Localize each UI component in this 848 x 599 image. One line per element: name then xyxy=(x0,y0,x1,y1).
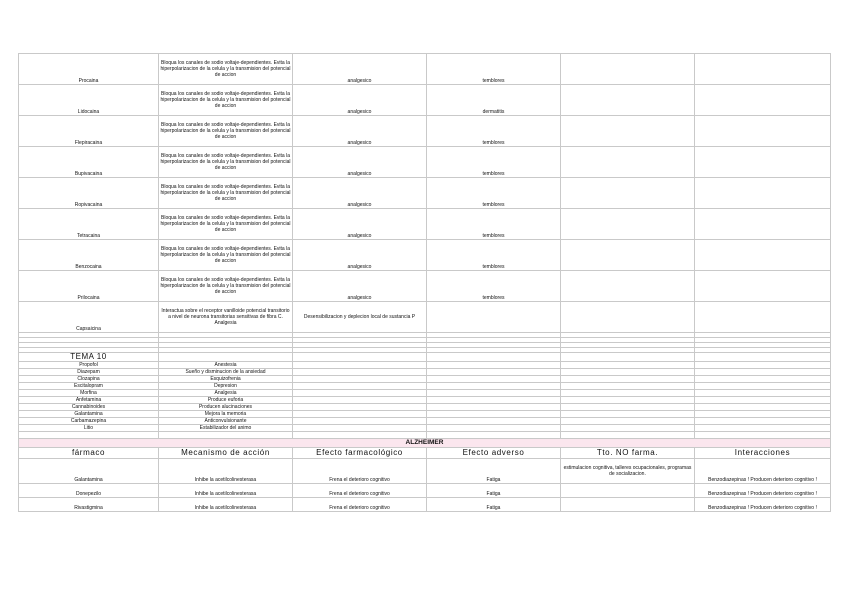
drug-cell[interactable]: Escitalopram xyxy=(19,383,159,390)
drug-cell[interactable]: Propofol xyxy=(19,362,159,369)
column-header[interactable]: Tto. NO farma. xyxy=(561,448,695,459)
empty-cell[interactable] xyxy=(695,362,831,369)
interactions-cell[interactable]: Benzodiazepinas ! Producen deterioro cognitivo ! xyxy=(695,498,831,512)
nonpharm-cell[interactable] xyxy=(561,498,695,512)
table-row xyxy=(19,302,831,333)
effect-cell[interactable]: analgesico xyxy=(293,209,427,240)
drug-cell[interactable]: Carbamazepina xyxy=(19,418,159,425)
drug-cell[interactable]: Litio xyxy=(19,425,159,432)
column-header[interactable]: Interacciones xyxy=(695,448,831,459)
drug-cell[interactable]: Galantamina xyxy=(19,411,159,418)
column-header-row xyxy=(19,448,831,459)
table-row xyxy=(19,271,831,302)
empty-cell[interactable] xyxy=(561,147,695,178)
drug-cell[interactable]: Diazepam xyxy=(19,369,159,376)
drug-table xyxy=(18,53,831,512)
use-cell[interactable]: Anestesia xyxy=(159,362,293,369)
empty-cell[interactable] xyxy=(561,54,695,85)
empty-cell[interactable] xyxy=(561,240,695,271)
empty-cell[interactable] xyxy=(561,362,695,369)
table-row xyxy=(19,376,831,383)
empty-cell[interactable] xyxy=(695,390,831,397)
table-row xyxy=(19,178,831,209)
adverse-cell[interactable]: temblores xyxy=(427,271,561,302)
empty-cell[interactable] xyxy=(695,397,831,404)
drug-cell[interactable]: Anfetamina xyxy=(19,397,159,404)
empty-cell[interactable] xyxy=(561,411,695,418)
use-cell[interactable]: Anticonvulsionante xyxy=(159,418,293,425)
column-header[interactable]: fármaco xyxy=(19,448,159,459)
table-row xyxy=(19,425,831,432)
drug-cell[interactable]: Galantamina xyxy=(19,459,159,484)
empty-cell[interactable] xyxy=(695,147,831,178)
adverse-cell[interactable]: Fatiga xyxy=(427,484,561,498)
effect-cell[interactable]: Desensibilizacion y deplecion local de sustancia P xyxy=(293,302,427,333)
empty-cell[interactable] xyxy=(561,116,695,147)
empty-cell[interactable] xyxy=(695,383,831,390)
empty-cell[interactable] xyxy=(695,85,831,116)
empty-cell[interactable] xyxy=(427,404,561,411)
empty-cell[interactable] xyxy=(695,353,831,362)
empty-cell[interactable] xyxy=(19,432,159,439)
empty-cell[interactable] xyxy=(561,397,695,404)
empty-cell[interactable] xyxy=(293,362,427,369)
mechanism-cell[interactable]: Inhibe la acetilcolinesterasa xyxy=(159,498,293,512)
drug-cell[interactable]: Clozapina xyxy=(19,376,159,383)
table-row xyxy=(19,54,831,85)
effect-cell[interactable]: analgesico xyxy=(293,178,427,209)
empty-cell[interactable] xyxy=(695,116,831,147)
nonpharm-cell[interactable] xyxy=(561,484,695,498)
use-cell[interactable]: Sueño y disminucion de la ansiedad xyxy=(159,369,293,376)
empty-cell[interactable] xyxy=(695,404,831,411)
empty-cell[interactable] xyxy=(427,369,561,376)
alzheimer-title[interactable]: ALZHEIMER xyxy=(19,439,831,448)
table-row xyxy=(19,459,831,484)
table-row xyxy=(19,432,831,439)
empty-cell[interactable] xyxy=(293,411,427,418)
effect-cell[interactable]: analgesico xyxy=(293,271,427,302)
adverse-cell[interactable]: Fatiga xyxy=(427,459,561,484)
empty-cell[interactable] xyxy=(427,411,561,418)
table-row xyxy=(19,240,831,271)
mechanism-cell[interactable]: Bloqua los canales de sodio voltaje-dependientes. Evita la hiperpolarizacion de la celula y la transmision del potencial de accion xyxy=(159,54,293,85)
drug-cell[interactable]: Ropivacaina xyxy=(19,178,159,209)
use-cell[interactable]: Esquizofrenia xyxy=(159,376,293,383)
empty-cell[interactable] xyxy=(561,302,695,333)
empty-cell[interactable] xyxy=(561,404,695,411)
table-row xyxy=(19,383,831,390)
drug-cell[interactable]: Procaina xyxy=(19,54,159,85)
empty-cell[interactable] xyxy=(561,425,695,432)
empty-cell[interactable] xyxy=(427,383,561,390)
drug-cell[interactable]: Capsaicina xyxy=(19,302,159,333)
interactions-cell[interactable]: Benzodiazepinas ! Producen deterioro cognitivo ! xyxy=(695,484,831,498)
table-row xyxy=(19,209,831,240)
empty-cell[interactable] xyxy=(293,353,427,362)
drug-cell[interactable]: Morfina xyxy=(19,390,159,397)
empty-cell[interactable] xyxy=(695,209,831,240)
adverse-cell[interactable]: temblores xyxy=(427,116,561,147)
empty-cell[interactable] xyxy=(293,369,427,376)
effect-cell[interactable]: analgesico xyxy=(293,54,427,85)
effect-cell[interactable]: analgesico xyxy=(293,147,427,178)
empty-cell[interactable] xyxy=(695,376,831,383)
use-cell[interactable]: Depresion xyxy=(159,383,293,390)
empty-cell[interactable] xyxy=(293,390,427,397)
empty-cell[interactable] xyxy=(561,209,695,240)
adverse-cell[interactable]: temblores xyxy=(427,178,561,209)
empty-cell[interactable] xyxy=(427,302,561,333)
column-header[interactable]: Efecto farmacológico xyxy=(293,448,427,459)
drug-cell[interactable]: Flepiracaina xyxy=(19,116,159,147)
spreadsheet xyxy=(18,53,830,512)
mechanism-cell[interactable]: Inhibe la acetilcolinesterasa xyxy=(159,484,293,498)
table-row xyxy=(19,498,831,512)
drug-cell[interactable]: Prilocaina xyxy=(19,271,159,302)
adverse-cell[interactable]: temblores xyxy=(427,240,561,271)
use-cell[interactable]: Producen alucinaciones xyxy=(159,404,293,411)
mechanism-cell[interactable]: Bloqua los canales de sodio voltaje-dependientes. Evita la hiperpolarizacion de la celula y la transmision del potencial de accion xyxy=(159,271,293,302)
use-cell[interactable]: Estabilizador del animo xyxy=(159,425,293,432)
table-row xyxy=(19,116,831,147)
use-cell[interactable]: Mejora la memoria xyxy=(159,411,293,418)
empty-cell[interactable] xyxy=(293,432,427,439)
drug-cell[interactable]: Donepezilo xyxy=(19,484,159,498)
empty-cell[interactable] xyxy=(695,178,831,209)
effect-cell[interactable]: Frena el deterioro cognitivo xyxy=(293,459,427,484)
adverse-cell[interactable]: dermatitis xyxy=(427,85,561,116)
empty-cell[interactable] xyxy=(293,404,427,411)
empty-cell[interactable] xyxy=(561,353,695,362)
column-header[interactable]: Efecto adverso xyxy=(427,448,561,459)
drug-cell[interactable]: Tetracaina xyxy=(19,209,159,240)
table-row xyxy=(19,484,831,498)
empty-cell[interactable] xyxy=(561,376,695,383)
section-header-row xyxy=(19,439,831,448)
empty-cell[interactable] xyxy=(561,271,695,302)
drug-cell[interactable]: Cannabinoides xyxy=(19,404,159,411)
effect-cell[interactable]: analgesico xyxy=(293,240,427,271)
mechanism-cell[interactable]: Bloqua los canales de sodio voltaje-dependientes. Evita la hiperpolarizacion de la celula y la transmision del potencial de accion xyxy=(159,147,293,178)
empty-cell[interactable] xyxy=(427,362,561,369)
adverse-cell[interactable]: temblores xyxy=(427,54,561,85)
adverse-cell[interactable]: Fatiga xyxy=(427,498,561,512)
adverse-cell[interactable]: temblores xyxy=(427,209,561,240)
table-row xyxy=(19,390,831,397)
empty-cell[interactable] xyxy=(293,376,427,383)
table-row xyxy=(19,147,831,178)
empty-cell[interactable] xyxy=(695,411,831,418)
mechanism-cell[interactable]: Bloqua los canales de sodio voltaje-dependientes. Evita la hiperpolarizacion de la celula y la transmision del potencial de accion xyxy=(159,85,293,116)
empty-cell[interactable] xyxy=(695,369,831,376)
table-row xyxy=(19,411,831,418)
empty-cell[interactable] xyxy=(427,418,561,425)
table-row xyxy=(19,362,831,369)
empty-cell[interactable] xyxy=(427,397,561,404)
empty-cell[interactable] xyxy=(427,353,561,362)
table-row xyxy=(19,369,831,376)
drug-cell[interactable]: Lidocaina xyxy=(19,85,159,116)
empty-cell[interactable] xyxy=(695,302,831,333)
table-row xyxy=(19,353,831,362)
empty-cell[interactable] xyxy=(561,369,695,376)
empty-cell[interactable] xyxy=(159,353,293,362)
empty-cell[interactable] xyxy=(695,271,831,302)
empty-cell[interactable] xyxy=(159,432,293,439)
empty-cell[interactable] xyxy=(561,432,695,439)
empty-cell[interactable] xyxy=(695,418,831,425)
effect-cell[interactable]: Frena el deterioro cognitivo xyxy=(293,498,427,512)
table-row xyxy=(19,85,831,116)
use-cell[interactable]: Analgesia xyxy=(159,390,293,397)
adverse-cell[interactable]: temblores xyxy=(427,147,561,178)
mechanism-cell[interactable]: Bloqua los canales de sodio voltaje-dependientes. Evita la hiperpolarizacion de la celula y la transmision del potencial de accion xyxy=(159,240,293,271)
empty-cell[interactable] xyxy=(427,425,561,432)
empty-cell[interactable] xyxy=(293,397,427,404)
empty-cell[interactable] xyxy=(561,383,695,390)
mechanism-cell[interactable]: Interactua sobre el receptor vanilloide potencial transitorio a nivel de neurona transitorias sensitivas de fibra C. Analgesia xyxy=(159,302,293,333)
mechanism-cell[interactable]: Bloqua los canales de sodio voltaje-dependientes. Evita la hiperpolarizacion de la celula y la transmision del potencial de accion xyxy=(159,178,293,209)
empty-cell[interactable] xyxy=(427,390,561,397)
drug-cell[interactable]: Rivastigmina xyxy=(19,498,159,512)
table-row xyxy=(19,404,831,411)
mechanism-cell[interactable]: Inhibe la acetilcolinesterasa xyxy=(159,459,293,484)
drug-cell[interactable]: Bupivacaina xyxy=(19,147,159,178)
empty-cell[interactable] xyxy=(695,432,831,439)
effect-cell[interactable]: Frena el deterioro cognitivo xyxy=(293,484,427,498)
empty-cell[interactable] xyxy=(427,376,561,383)
empty-cell[interactable] xyxy=(427,432,561,439)
column-header[interactable]: Mecanismo de acción xyxy=(159,448,293,459)
empty-cell[interactable] xyxy=(695,425,831,432)
table-row xyxy=(19,418,831,425)
section-title[interactable]: TEMA 10 xyxy=(19,353,159,362)
mechanism-cell[interactable]: Bloqua los canales de sodio voltaje-dependientes. Evita la hiperpolarizacion de la celula y la transmision del potencial de accion xyxy=(159,116,293,147)
mechanism-cell[interactable]: Bloqua los canales de sodio voltaje-dependientes. Evita la hiperpolarizacion de la celula y la transmision del potencial de accion xyxy=(159,209,293,240)
empty-cell[interactable] xyxy=(561,178,695,209)
use-cell[interactable]: Produce euforia xyxy=(159,397,293,404)
empty-cell[interactable] xyxy=(561,418,695,425)
empty-cell[interactable] xyxy=(561,390,695,397)
effect-cell[interactable]: analgesico xyxy=(293,116,427,147)
empty-cell[interactable] xyxy=(695,54,831,85)
empty-cell[interactable] xyxy=(293,383,427,390)
empty-cell[interactable] xyxy=(695,240,831,271)
interactions-cell[interactable]: Benzodiazepinas ! Producen deterioro cognitivo ! xyxy=(695,459,831,484)
drug-cell[interactable]: Benzocaina xyxy=(19,240,159,271)
nonpharm-cell[interactable]: estimulacion cognitiva, talleres ocupacionales, programas de socializacion. xyxy=(561,459,695,484)
empty-cell[interactable] xyxy=(293,425,427,432)
table-row xyxy=(19,397,831,404)
effect-cell[interactable]: analgesico xyxy=(293,85,427,116)
empty-cell[interactable] xyxy=(293,418,427,425)
empty-cell[interactable] xyxy=(561,85,695,116)
